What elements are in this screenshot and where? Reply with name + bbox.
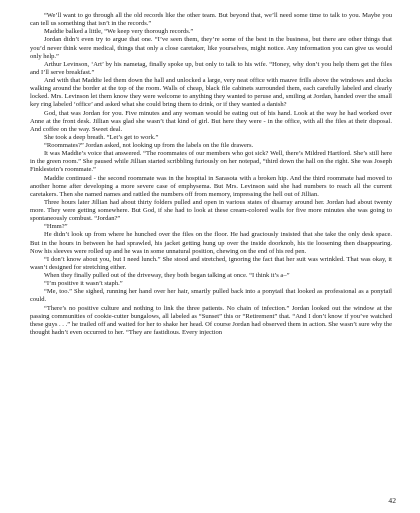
paragraph: Maddie balked a little, “We keep very thorough records.” [44,28,194,36]
paragraph: And with that Maddie led them down the hall and unlocked a large, very neat office with mauve frills above the windows and ducks walking around the border at the top of the room. Walls of cheap, black file cabinets surrounded them, each carefully labeled and clearly locked. Mrs. Levinson let them know they were welcome to anything they wanted to peruse and, smiling at Jordan, handed over the small key ring labeled ‘office’ and asked what she could bring them to drink, or if they wanted a danish? [30,77,392,109]
paragraph: It was Maddie’s voice that answered. “The roommates of our members who got sick? Well, there’s Mildred Hartford. She’s still here in the green room.” She paused while Jillian started scribbling furiously on her notepad, “third down the hall on the right. She was Joseph Finklestein’s roommate.” [30,150,392,174]
paragraph: “Me, too.” She sighed, running her hand over her hair, smartly pulled back into a ponytail that looked as professional as a ponytail could. [30,288,392,304]
paragraph: God, that was Jordan for you. Five minutes and any woman would be eating out of his hand. Look at the way he had worked over Anne at the front desk. Jillian was glad she wasn’t that kind of girl. But here they were - in the office, with all the files at their disposal. And coffee on the way. Sweet deal. [30,109,392,133]
paragraph: When they finally pulled out of the driveway, they both began talking at once. “I think it’s a–” [44,272,290,279]
paragraph: “Roommates?” Jordan asked, not looking up from the labels on the file drawers. [44,142,254,149]
paragraph: “There’s no positive culture and nothing to link the three patients. No chain of infection.” Jordan looked out the window at the passing communities of cookie-cutter bungalows, all labeled as “Sunset” this or “Retirement” that. “And I don’t know if you’ve watched these guys . . .” he trailed off and waited for her to shake her head. Of course Jordan had observed them in action. She wasn’t sure why the thought hadn’t even occurred to her. “They are fastidious. Every injection [30,304,392,336]
paragraph: Jordan didn’t even try to argue that one. “I’ve seen them, they’re some of the best in the business, but there are other things that you’d never think were medical, things that only a close caretaker, like yourselves, might notice. Any information you can give us would only help.” [30,36,392,60]
body-text [30,12,392,337]
paragraph: She took a deep breath. “Let’s get to work.” [44,133,159,141]
paragraph: Arthur Levinson, ‘Art’ by his nametag, finally spoke up, but only to talk to his wife. “Honey, why don’t you help them get the files and I’ll serve breakfast.” [30,60,392,76]
paragraph: “I’m positive it wasn’t staph.” [44,280,123,288]
paragraph: Three hours later Jillian had about thirty folders pulled and open in various states of disarray around her. Jordan had about twenty more. They were getting somewhere. But God, if she had to look at these cream-colored walls for five more minutes she was going to spontaneously combust. “Jordan?” [30,198,392,223]
paragraph: “Hmm?” [44,223,68,231]
paragraph: “We’ll want to go through all the old records like the other team. But beyond that, we’ll need some time to talk to you. Maybe you can tell us something that isn’t in the records.” [30,12,392,28]
paragraph: Maddie continued - the second roommate was in the hospital in Sarasota with a broken hip. And the third roommate had moved to another home after developing a more severe case of emphysema. But Mrs. Levinson said she had numbers to reach all the current caretakers. Then she named names and rattled the numbers off from memory, impressing the hell out of Jillian. [30,174,392,198]
page-number: 42 [388,496,396,505]
paragraph: He didn’t look up from where he hunched over the files on the floor. He had graciously insisted that she take the only desk space. But in the hours in between he had sprawled, his jacket getting hung up over the inside doorknob, his tie loosening then disappearing. Now his sleeves were rolled up and he was in some unnatural position, chewing on the end of his red pen. [30,231,392,255]
paragraph: “I don’t know about you, but I need lunch.” She stood and stretched, ignoring the fact that her suit was wrinkled. That was okay, it wasn’t designed for stretching either. [30,255,392,271]
